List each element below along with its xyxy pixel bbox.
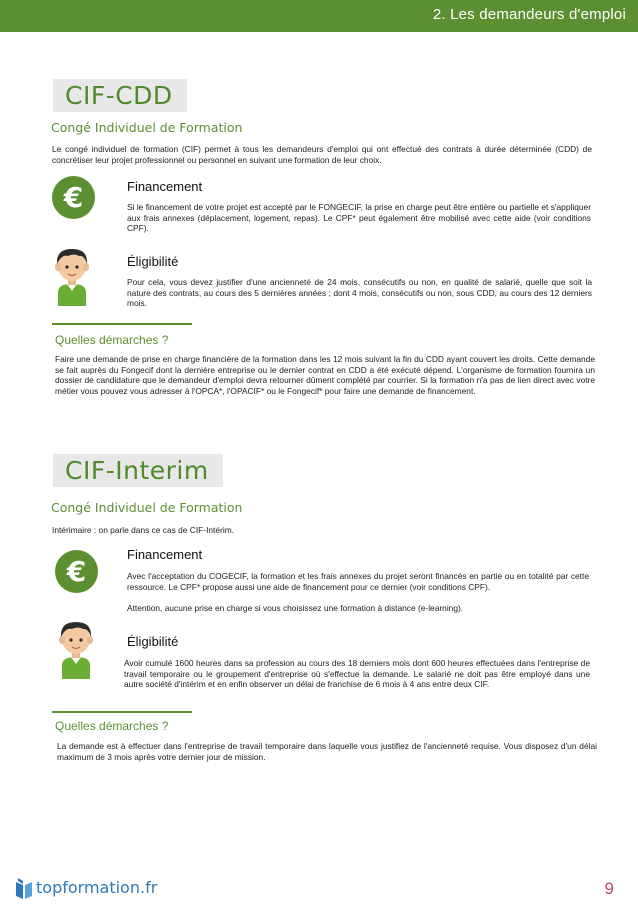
cif-cdd-divider	[52, 323, 192, 325]
cif-interim-demarches-text: La demande est à effectuer dans l'entreprise de travail temporaire dans laquelle vous justifiez de l'ancienneté requise. Vous disposez d'un délai maximum de 3 mois après votre dernier jour de mission.	[57, 741, 597, 762]
cif-interim-divider	[52, 711, 192, 713]
cif-cdd-eligibilite-title: Éligibilité	[127, 254, 179, 269]
cif-cdd-financement-title: Financement	[127, 179, 203, 194]
cif-cdd-intro: Le congé individuel de formation (CIF) permet à tous les demandeurs d'emploi qui ont effectué des contrats à durée déterminée (CDD) de concrétiser leur projet professionnel ou personnel en suivant une formation de leur choix.	[52, 144, 592, 165]
cif-cdd-subtitle: Congé Individuel de Formation	[51, 120, 243, 135]
cif-cdd-financement-text: Si le financement de votre projet est accepté par le FONGECIF, la prise en charge peut être entière ou partielle et s'appliquer aux frais annexes (déplacement, logement, repas). Le CPF* peut également être mobilisé avec cette aide (voir conditions CPF).	[127, 202, 591, 234]
footer-logo-text[interactable]: topformation.fr	[36, 878, 158, 897]
section-title: 2. Les demandeurs d'emploi	[432, 6, 626, 23]
person-icon	[48, 244, 96, 306]
page-number: 9	[604, 879, 614, 898]
cif-interim-demarches-title: Quelles démarches ?	[55, 719, 169, 733]
cif-interim-eligibilite-text: Avoir cumulé 1600 heures dans sa profession au cours des 18 derniers mois dont 600 heures effectuées dans l'entreprise de travail temporaire ou le groupement d'entreprise où s'effectue la demande. Le salarié ne doit pas être employé dans une autre société d'intérim et en enfin observer un délai de franchise de 6 mois à 4 ans entre deux CIF.	[124, 658, 590, 690]
cif-cdd-demarches-text: Faire une demande de prise en charge financière de la formation dans les 12 mois suivant la fin du CDD ayant couvert les droits. Cette demande se fait auprès du Fongecif dont la dernière entreprise ou le dernier contrat en CDD a été exécuté dépend. L'organisme de formation fournira un dossier de candidature que le demandeur d'emploi devra retourner dûment complété par courrier. Si la formation n'a pas de lien direct avec votre métier vous pouvez vous adresser à l'OPCA*, l'OPACIF* ou le Fongecif* pour faire une demande de financement.	[55, 354, 595, 396]
cif-interim-financement-text: Avec l'acceptation du COGECIF, la formation et les frais annexes du projet seront financés en partie ou en totalité par cette ressource. Le CPF* propose aussi une aide de financement pour ce dernier (voir conditions CPF).	[127, 571, 589, 592]
cif-interim-intro: Intérimaire : on parle dans ce cas de CIF-Intérim.	[52, 525, 234, 535]
person-icon	[52, 617, 100, 679]
euro-icon: €	[52, 176, 95, 219]
euro-icon: €	[55, 550, 98, 593]
cif-interim-eligibilite-title: Éligibilité	[127, 634, 179, 649]
cif-cdd-eligibilite-text: Pour cela, vous devez justifier d'une ancienneté de 24 mois, consécutifs ou non, en qualité de salarié, quelle que soit la nature des contrats, au cours des 5 dernières années ; dont 4 mois, consécutifs ou non, sous CDD, au cours des 12 derniers mois.	[127, 277, 592, 309]
cif-interim-financement-title: Financement	[127, 547, 203, 562]
cif-cdd-label: CIF-CDD	[53, 79, 187, 112]
header-bar	[0, 0, 638, 32]
cif-cdd-demarches-title: Quelles démarches ?	[55, 333, 169, 347]
cif-interim-subtitle: Congé Individuel de Formation	[51, 500, 243, 515]
cif-interim-financement-note: Attention, aucune prise en charge si vous choisissez une formation à distance (e-learning).	[127, 603, 464, 613]
cif-interim-label: CIF-Interim	[53, 454, 223, 487]
book-logo-icon	[14, 876, 34, 900]
